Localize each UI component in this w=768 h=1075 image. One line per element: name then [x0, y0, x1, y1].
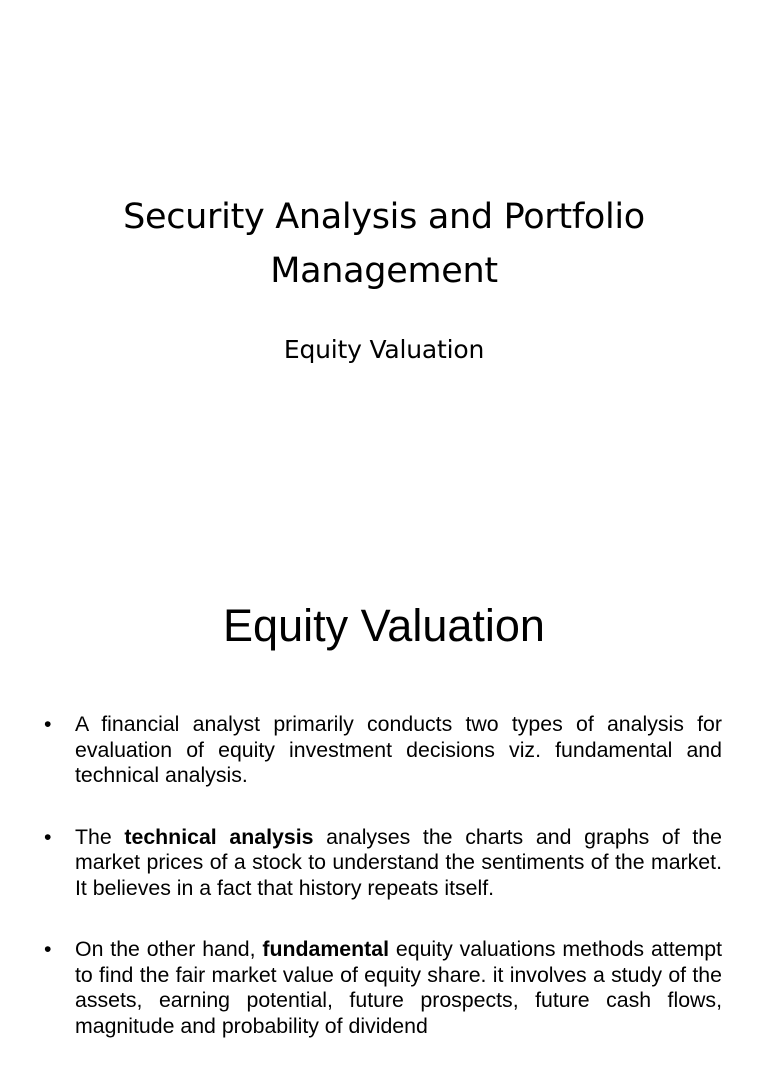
- bullet-text: A financial analyst primarily conducts two types of analysis for evaluation of equity investment decisions viz. fundamental and technical analysis.: [75, 712, 722, 787]
- bullet-dot-icon: •: [44, 824, 52, 849]
- bullet-text-rest: equity valuations methods attempt to find the fair market value of equity share. it involves a study of the assets, earning potential, future prospects, future cash flows, magnitude and probability of dividend: [75, 937, 722, 1038]
- bullet-text-rest: analyses the charts and graphs of the market prices of a stock to understand the sentiments of the market. It believes in a fact that history repeats itself.: [75, 824, 722, 900]
- slide-title: Equity Valuation: [223, 600, 545, 651]
- bullet-list: [44, 712, 722, 1075]
- content-slide: [0, 576, 768, 1038]
- bullet-item: [44, 712, 722, 789]
- presentation-title: Security Analysis and Portfolio Management: [123, 197, 645, 291]
- bullet-dot-icon: •: [44, 712, 52, 736]
- bullet-item: [44, 825, 722, 902]
- bullet-text-lead: The: [75, 824, 125, 849]
- bullet-text-lead: On the other hand,: [75, 937, 263, 961]
- presentation-subtitle: Equity Valuation: [283, 335, 485, 364]
- bullet-dot-icon: •: [44, 937, 52, 961]
- bullet-emphasis: technical analysis: [124, 824, 314, 849]
- bullet-emphasis: fundamental: [262, 937, 390, 961]
- bullet-item: [44, 937, 722, 1039]
